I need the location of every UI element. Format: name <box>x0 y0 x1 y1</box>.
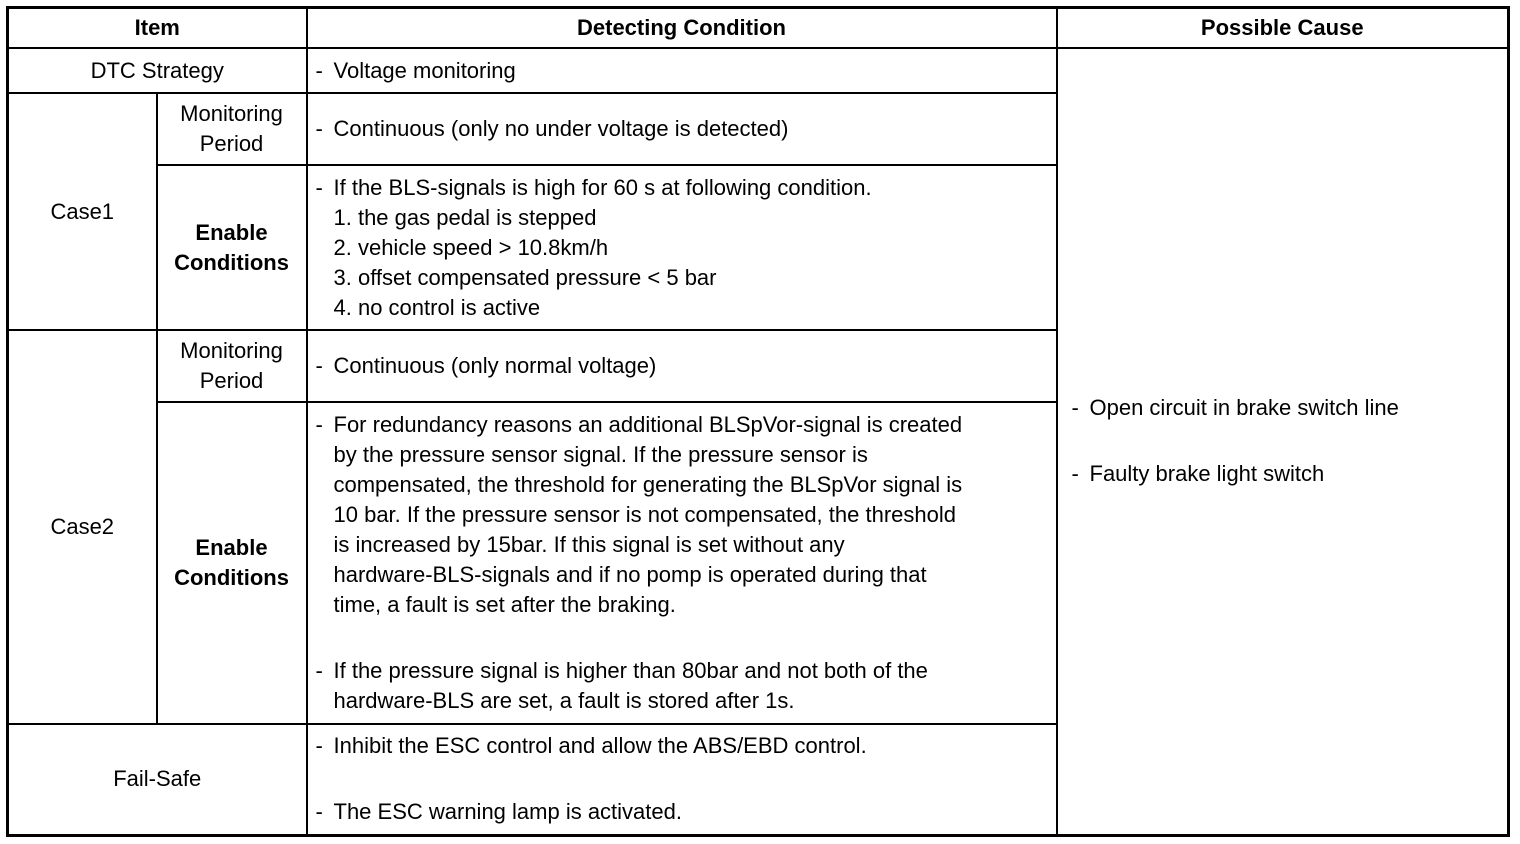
header-detecting-condition: Detecting Condition <box>307 8 1057 49</box>
fail-safe-actions: - Inhibit the ESC control and allow the ABS/EBD control. - The ESC warning lamp is activated. <box>307 724 1057 835</box>
dtc-table <box>6 6 1510 837</box>
case1-enable-item: 4. no control is active <box>333 294 541 320</box>
possible-cause-cell: - Open circuit in brake switch line - Faulty brake light switch <box>1057 48 1509 835</box>
possible-cause-2: Faulty brake light switch <box>1089 461 1325 487</box>
case2-enable-para2: If the pressure signal is higher than 80bar and not both of the hardware-BLS are set, a fault is stored after 1s. <box>333 658 928 713</box>
case1-enable-label: Enable Conditions <box>157 165 307 330</box>
fail-safe-label: Fail-Safe <box>8 724 307 835</box>
case2-enable-conditions: - For redundancy reasons an additional BLSpVor-signal is created by the pressure sensor signal. If the pressure sensor is compensated, the threshold for generating the BLSpVor signal is 10 bar. If the pressure sensor is not compensated, the threshold is increased by 15bar. If this signal is set without any hardware-BLS-signals and if no pomp is operated during that time, a fault is set after the braking. - If the pressure signal is higher than 80bar and not both of the hardware-BLS are set, a fault is stored after 1s. <box>307 402 1057 724</box>
dtc-strategy-condition: - Voltage monitoring <box>307 48 1057 93</box>
case1-enable-conditions: - If the BLS-signals is high for 60 s at following condition. 1. the gas pedal is stepped 2. vehicle speed > 10.8km/h 3. offset compensated pressure < 5 bar 4. no control is active <box>307 165 1057 330</box>
header-row <box>8 8 1509 49</box>
case2-monitoring-label: Monitoring Period <box>157 330 307 402</box>
case1-enable-item: 3. offset compensated pressure < 5 bar <box>333 264 717 290</box>
case2-enable-label: Enable Conditions <box>157 402 307 724</box>
case1-enable-item: 1. the gas pedal is stepped <box>333 204 597 230</box>
row-dtc-strategy <box>8 48 1509 93</box>
header-possible-cause: Possible Cause <box>1057 8 1509 49</box>
case1-label: Case1 <box>8 93 157 330</box>
possible-cause-1: Open circuit in brake switch line <box>1089 395 1399 421</box>
case2-enable-para1: For redundancy reasons an additional BLSpVor-signal is created by the pressure sensor signal. If the pressure sensor is compensated, the threshold for generating the BLSpVor signal is 10 bar. If the pressure sensor is not compensated, the threshold is increased by 15bar. If this signal is set without any hardware-BLS-signals and if no pomp is operated during that time, a fault is set after the braking. <box>333 412 963 617</box>
case1-enable-item: 2. vehicle speed > 10.8km/h <box>333 234 609 260</box>
case2-label: Case2 <box>8 330 157 724</box>
dtc-strategy-label: DTC Strategy <box>8 48 307 93</box>
case1-monitoring-value: - Continuous (only no under voltage is detected) <box>307 93 1057 165</box>
case2-monitoring-value: - Continuous (only normal voltage) <box>307 330 1057 402</box>
case1-monitoring-label: Monitoring Period <box>157 93 307 165</box>
header-item: Item <box>8 8 307 49</box>
fail-safe-item: The ESC warning lamp is activated. <box>333 799 682 825</box>
fail-safe-item: Inhibit the ESC control and allow the ABS/EBD control. <box>333 733 867 759</box>
